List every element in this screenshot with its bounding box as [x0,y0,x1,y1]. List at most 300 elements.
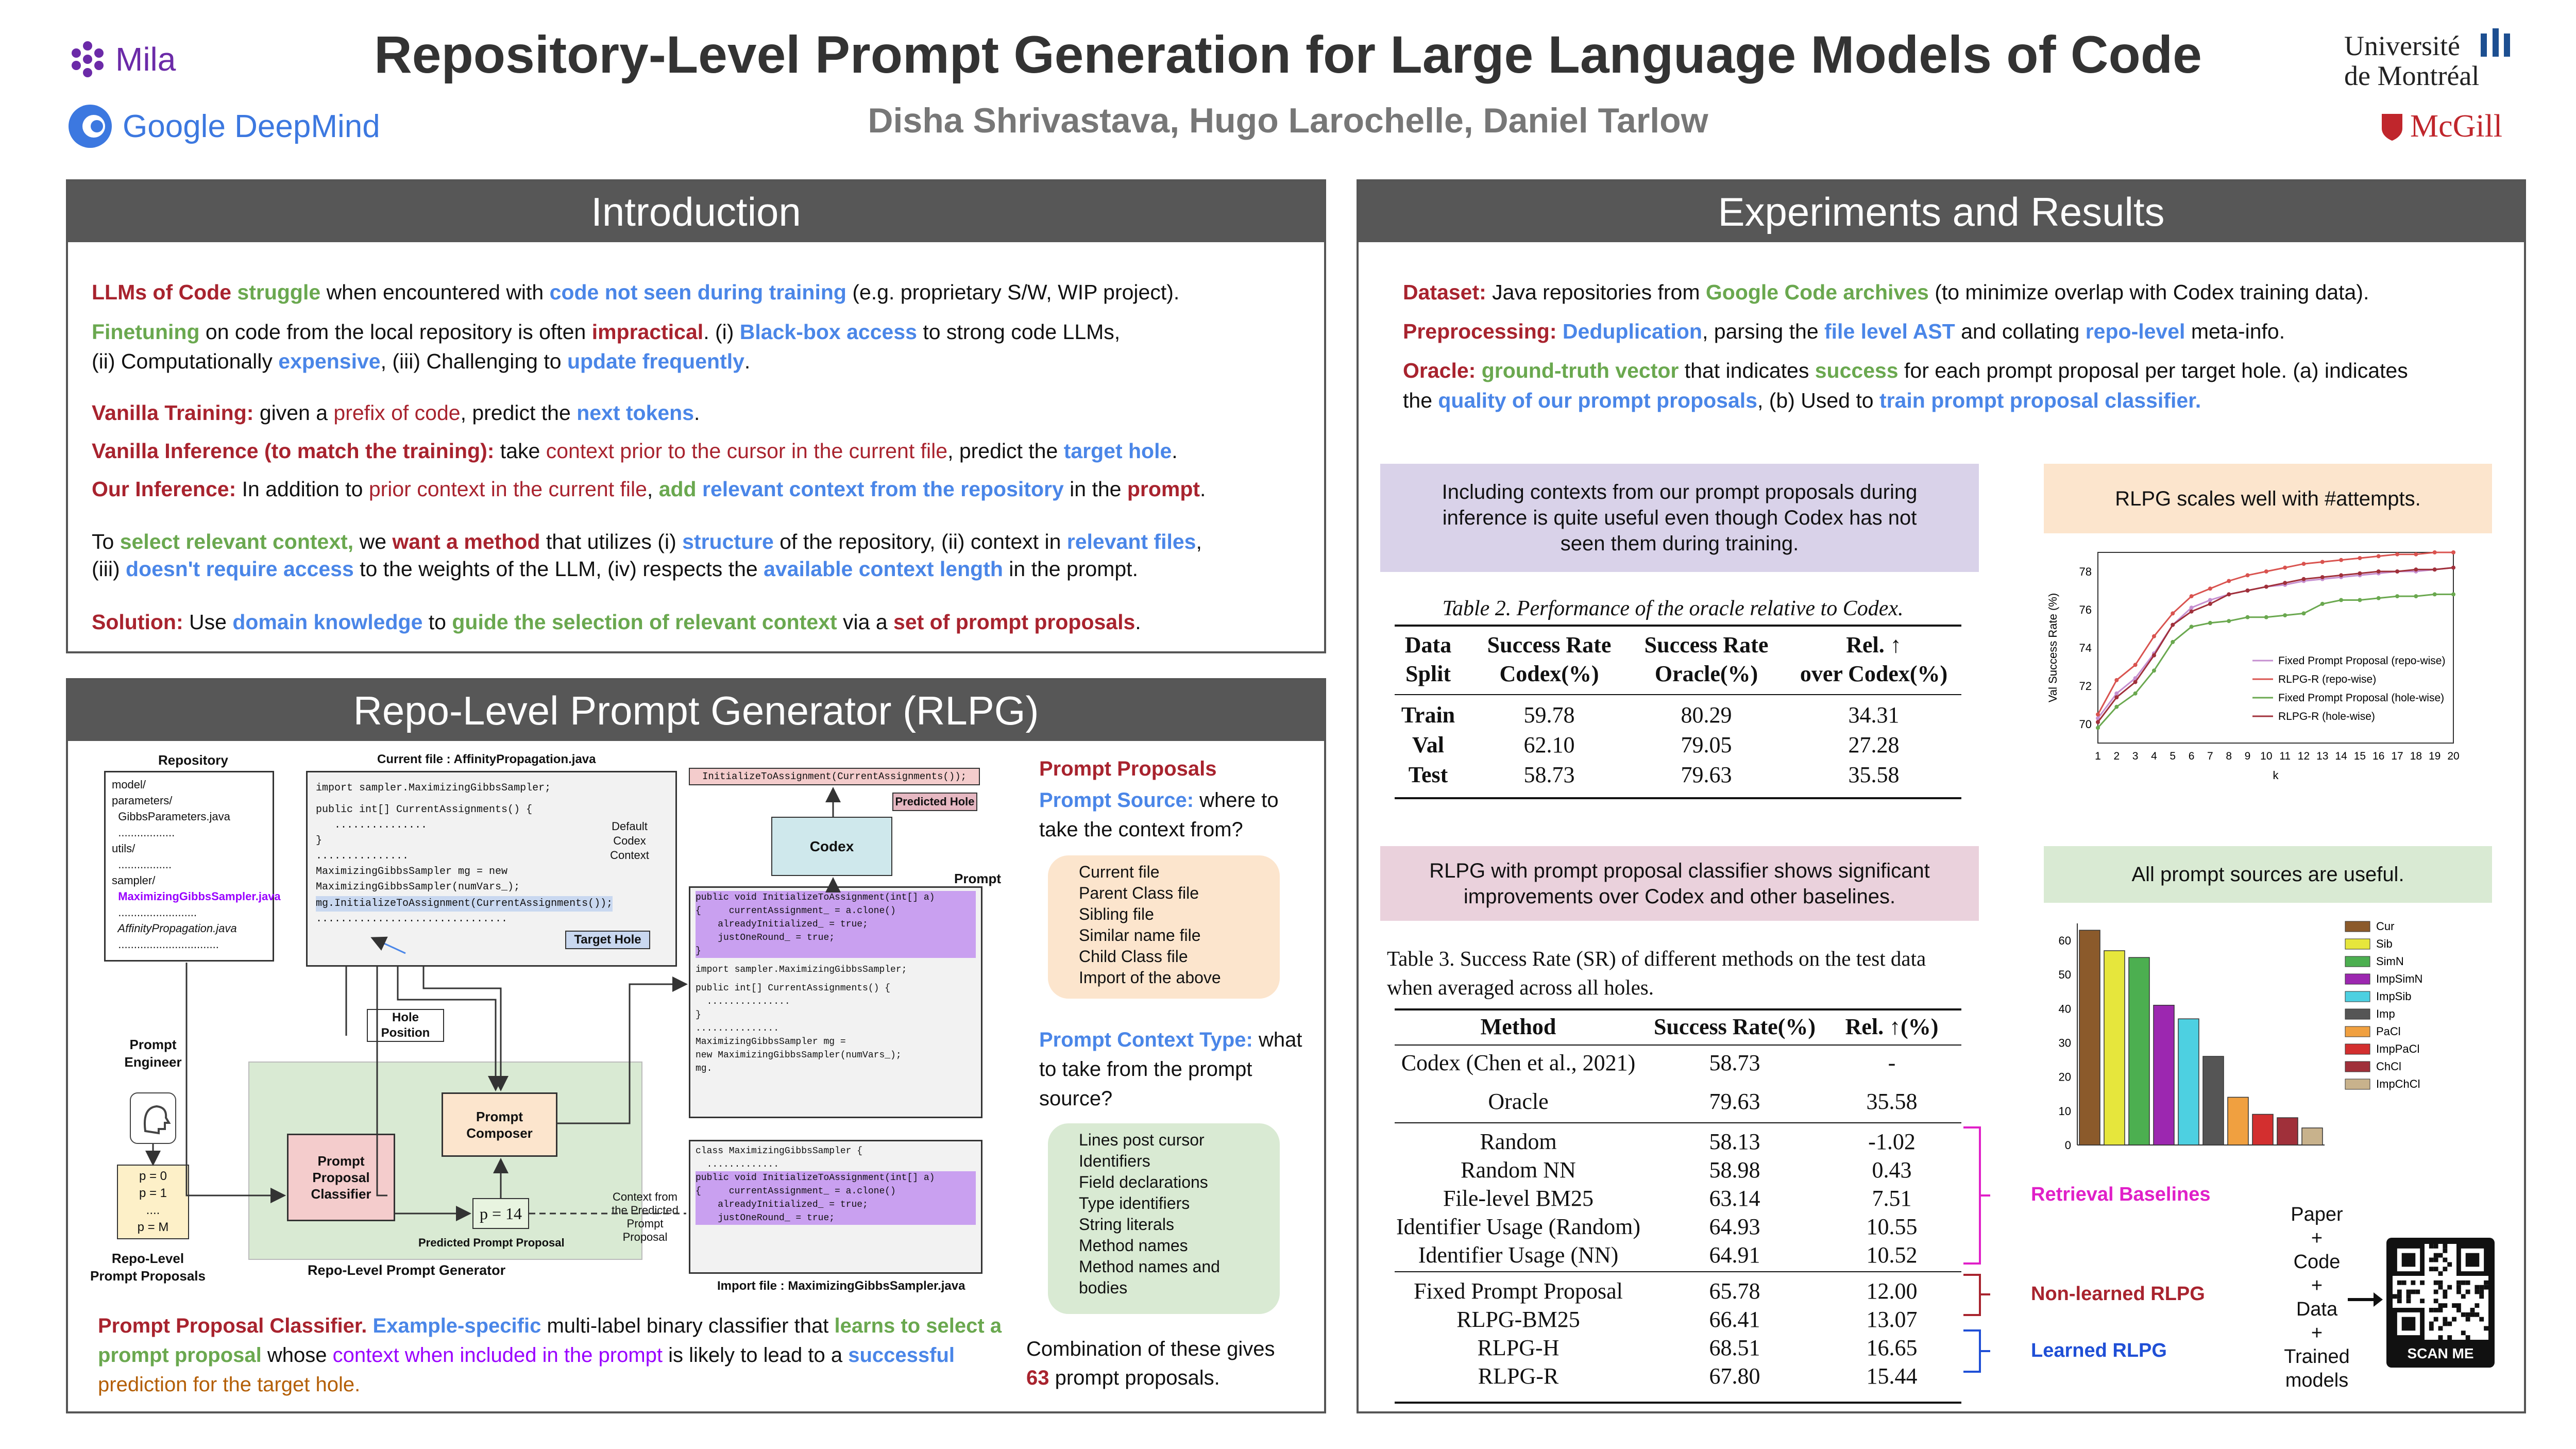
series-point [2283,613,2287,617]
series-point [2227,619,2231,623]
bar-legend-label: ImpSib [2376,990,2412,1003]
series-point [2208,602,2212,606]
p-value: p = M [137,1220,169,1234]
bar-y-tick: 10 [2058,1104,2071,1118]
predicted-pp-label: Predicted Prompt Proposal [418,1236,565,1249]
legend-label: RLPG-R (hole-wise) [2278,711,2375,722]
bar-legend-label: Cur [2376,920,2395,933]
series-point [2171,623,2175,627]
current-file-line: ............... [316,819,428,831]
table3-cell: Fixed Prompt Proposal [1414,1278,1623,1304]
scan-me-label: SCAN ME [2407,1345,2474,1361]
poster-authors: Disha Shrivastava, Hugo Larochelle, Daniel Tarlow [868,101,1708,140]
udem-line-1: Université [2344,30,2460,61]
series-point [2133,680,2138,684]
table3-cell: RLPG-H [1477,1335,1560,1360]
table2-cell: 62.10 [1523,732,1575,757]
x-tick-label: 6 [2188,750,2195,762]
table2-cell: Train [1401,702,1455,728]
series-point [2358,571,2362,576]
legend-label: RLPG-R (repo-wise) [2278,673,2377,685]
series-point [2152,653,2156,658]
x-tick-label: 12 [2297,750,2310,762]
y-tick-label: 76 [2079,603,2092,616]
y-axis-label: Val Success Rate (%) [2046,593,2059,703]
intro-panel [66,179,1326,653]
table3-rule-bottom [1395,1402,1961,1404]
intro-p4: Vanilla Inference (to match the training): take context prior to the cursor in the current file, predict the target hole. [92,439,1178,463]
p-value: p = 0 [139,1169,167,1183]
x-tick-label: 17 [2391,750,2403,762]
finding-box-2: RLPG with prompt proposal classifier shows significant improvements over Codex and other baselines. [1380,846,1979,921]
intro-p2b: (ii) Computationally expensive, (iii) Challenging to update frequently. [92,349,751,373]
series-point [2358,556,2362,560]
x-axis-label: k [2273,769,2279,782]
prompt-line: import sampler.MaximizingGibbsSampler; [696,965,907,975]
series-point [2451,550,2455,554]
prompt-line: public int[] CurrentAssignments() { [696,983,891,993]
source-item: Import of the above [1079,968,1221,987]
bar-ImpChCl [2302,1128,2323,1145]
series-point [2246,573,2250,577]
series-point [2339,598,2343,602]
context-type-item: Field declarations [1079,1173,1208,1191]
table3-cell: 16.65 [1866,1335,1918,1360]
import-line: justOneRound_ = true; [696,1211,976,1225]
x-tick-label: 15 [2353,750,2366,762]
series-point [2096,720,2100,724]
series-point [2433,592,2437,596]
table3-rule-a [1395,1122,1961,1123]
prompt-line: justOneRound_ = true; [696,931,976,945]
context-type-item: Method names [1079,1236,1188,1255]
series-point [2114,705,2119,709]
series-point [2395,594,2399,598]
bar-legend-label: ChCl [2376,1060,2401,1073]
poster-title: Repository-Level Prompt Generation for Large Language Models of Code [374,25,2202,84]
prompt-label: Prompt [954,871,1001,886]
source-item: Parent Class file [1079,884,1199,902]
bar-legend-swatch [2345,1009,2370,1019]
prompt-line: ............... [696,997,790,1007]
table2-cell: 34.31 [1848,702,1900,728]
x-tick-label: 8 [2226,750,2232,762]
proposals-title: Prompt Proposals [1039,757,1217,780]
prompt-line: { currentAssignment_ = a.clone() [696,904,976,918]
bar-legend-label: ImpSimN [2376,972,2423,985]
mcgill-logo [2380,108,2502,145]
repo-file: ......................... [112,906,197,919]
codex-box: Codex [771,817,892,876]
table2-rule-top [1395,625,1961,627]
finding-box-1: Including contexts from our prompt proposals during inference is quite useful even though Codex has not seen them during training. [1380,464,1979,572]
series-point [2114,678,2119,682]
x-tick-label: 14 [2335,750,2347,762]
table3-cell: 64.91 [1709,1242,1760,1268]
intro-p1: LLMs of Code struggle when encountered with code not seen during training (e.g. proprietary S/W, WIP project). [92,280,1180,304]
table3-cell: Random [1480,1129,1557,1154]
bar-y-tick: 30 [2058,1036,2071,1050]
qr-code[interactable] [2386,1238,2495,1368]
series-point [2227,579,2231,583]
classifier-text: Prompt Proposal Classifier. Example-specific multi-label binary classifier that learns to select a prompt proposal whose context when included in the prompt is likely to lead to a successful prediction for the target hole. [98,1315,1002,1396]
legend-label: Fixed Prompt Proposal (repo-wise) [2278,655,2446,667]
bar-y-tick: 60 [2058,934,2071,948]
bar-legend-swatch [2345,974,2370,984]
series-point [2320,560,2325,564]
x-tick-label: 3 [2132,750,2139,762]
bar-legend-label: ImpChCl [2376,1077,2420,1090]
sources-box [1048,855,1280,999]
table2-head-1: Success Rate Codex(%) [1487,632,1612,686]
series-point [2433,550,2437,554]
table3-cell: 63.14 [1709,1186,1760,1211]
table3-cell: 58.98 [1709,1157,1760,1183]
x-tick-label: 16 [2372,750,2385,762]
table3-cell: 15.44 [1866,1363,1918,1389]
repo-file: MaximizingGibbsSampler.java [112,890,281,903]
p-value: p = 1 [139,1186,167,1200]
intro-p6: To select relevant context, we want a method that utilizes (i) structure of the repository, (ii) context in relevant files, [92,530,1202,553]
series-point [2227,592,2231,596]
bar-y-tick: 40 [2058,1002,2071,1016]
bar-Cur [2079,930,2100,1145]
combination-text: Combination of these gives 63 prompt proposals. [1026,1338,1275,1389]
table3-cell: 12.00 [1866,1278,1918,1304]
target-hole-label: Target Hole [565,931,650,949]
table3-cell: 35.58 [1866,1089,1918,1114]
intro-p5: Our Inference: In addition to prior context in the current file, add relevant context from the repository in the prompt. [92,477,1206,501]
x-tick-label: 11 [2279,750,2291,762]
series-point [2339,558,2343,562]
udem-icon [2478,28,2514,59]
exp-title: Experiments and Results [1359,181,2524,242]
series-point [2096,726,2100,730]
series-point [2320,575,2325,579]
series-point [2301,577,2306,581]
mcgill-crest-icon [2380,112,2404,141]
import-line: class MaximizingGibbsSampler { [696,1146,863,1156]
context-type-item: bodies [1079,1278,1128,1297]
bar-legend-swatch [2345,1079,2370,1089]
series-line [2098,552,2453,715]
series-point [2114,695,2119,699]
x-tick-label: 7 [2207,750,2213,762]
prompt-line: alreadyInitialized_ = true; [696,918,976,931]
table3-cell: 58.73 [1709,1050,1760,1075]
table2-head-0: Data Split [1404,632,1452,686]
ppc-box: Prompt Proposal Classifier [287,1134,395,1221]
table3-cell: Random NN [1461,1157,1576,1183]
series-point [2208,598,2212,602]
intro-p3: Vanilla Training: given a prefix of code, predict the next tokens. [92,401,700,425]
repo-file: model/ [112,778,146,791]
table2-cell: 35.58 [1848,762,1900,787]
diagram-arrows [68,680,1047,1324]
bar-legend-swatch [2345,1026,2370,1037]
series-point [2339,573,2343,577]
context-type-item: Type identifiers [1079,1194,1190,1212]
deepmind-text: Google DeepMind [123,108,380,144]
table3-cell: 0.43 [1872,1157,1912,1183]
bar-legend-swatch [2345,939,2370,949]
mila-text: Mila [115,41,176,78]
import-line: alreadyInitialized_ = true; [696,1198,976,1211]
bar-legend-label: Imp [2376,1007,2395,1020]
table3-cell: Oracle [1488,1089,1549,1114]
prompt-line: new MaximizingGibbsSampler(numVars_); [696,1050,902,1060]
import-line: public void InitializeToAssignment(int[] a) [696,1171,976,1185]
table3-cell: Codex (Chen et al., 2021) [1401,1050,1636,1075]
table2-cell: 80.29 [1681,702,1732,728]
exp-panel [1357,179,2526,1413]
intro-p6b: (iii) doesn't require access to the weights of the LLM, (iv) respects the available context length in the prompt. [92,557,1138,581]
source-item: Similar name file [1079,926,1201,945]
p14-box: p = 14 [472,1198,529,1229]
context-type-item: Lines post cursor [1079,1131,1205,1149]
series-point [2264,615,2268,619]
series-point [2246,615,2250,619]
context-from-label: Context from the Predicted Prompt Proposal [612,1190,679,1243]
table3-cell: File-level BM25 [1443,1186,1594,1211]
repo-file: GibbsParameters.java [112,810,230,823]
table2-cell: 27.28 [1848,732,1900,757]
table3-caption: Table 3. Success Rate (SR) of different methods on the test data when averaged across all holes. [1387,947,1926,999]
mcgill-text: McGill [2410,109,2503,144]
current-file-line: mg.InitializeToAssignment(CurrentAssignments()); [316,896,613,912]
prompt-line: public void InitializeToAssignment(int[] a) [696,891,976,904]
table3-head-1: Success Rate(%) [1653,1014,1816,1039]
series-point [2301,562,2306,566]
table2-cell: 59.78 [1523,702,1575,728]
table3-cell: 65.78 [1709,1278,1760,1304]
p-value: .... [146,1203,160,1217]
current-file-line: } [316,835,323,847]
table2-cell: 79.05 [1681,732,1732,757]
table3-cell: 10.52 [1866,1242,1918,1268]
current-file-line: MaximizingGibbsSampler mg = new [316,866,508,878]
series-point [2377,554,2381,558]
series-point [2152,634,2156,638]
table3-cell: 66.41 [1709,1307,1760,1332]
series-point [2190,625,2194,629]
series-point [2133,692,2138,696]
generator-label: Repo-Level Prompt Generator [308,1262,506,1278]
series-point [2190,605,2194,610]
exp-preprocessing: Preprocessing: Deduplication, parsing the file level AST and collating repo-level meta-info. [1403,319,2285,343]
current-file-line: MaximizingGibbsSampler(numVars_); [316,881,520,893]
y-tick-label: 78 [2079,565,2092,578]
line-chart-frame [2098,552,2453,743]
y-tick-label: 70 [2079,718,2092,731]
series-point [2433,567,2437,571]
table2-caption: Table 2. Performance of the oracle relative to Codex. [1442,597,1904,620]
table3-cell: 58.13 [1709,1129,1760,1154]
bar-legend-swatch [2345,1062,2370,1072]
table3-cell: - [1888,1050,1896,1075]
repo-file: AffinityPropagation.java [112,922,237,935]
series-point [2451,566,2455,570]
series-point [2114,692,2119,696]
bar-legend-label: PaCl [2376,1025,2401,1038]
table3-cell: 79.63 [1709,1089,1760,1114]
table3-rule-top [1395,1008,1961,1010]
series-point [2208,586,2212,591]
series-point [2096,713,2100,717]
series-point [2414,552,2418,557]
group-label-retrieval: Retrieval Baselines [2031,1184,2211,1205]
repo-file: ................................ [112,938,219,951]
table3-cell: 64.93 [1709,1214,1760,1239]
x-tick-label: 2 [2113,750,2120,762]
source-item: Sibling file [1079,905,1154,923]
x-tick-label: 1 [2095,750,2101,762]
context-type-item: Method names and [1079,1257,1220,1276]
bar-legend-label: Sib [2376,937,2393,950]
x-tick-label: 20 [2447,750,2460,762]
predicted-hole-code: InitializeToAssignment(CurrentAssignments()); [689,768,980,785]
repo-file: .................. [112,826,175,839]
exp-oracle-b: the quality of our prompt proposals, (b) Used to train prompt proposal classifier. [1403,389,2201,412]
y-tick-label: 72 [2079,680,2092,693]
bar-legend-swatch [2345,991,2370,1002]
group-brackets [1961,1124,1992,1403]
table3-cell: Identifier Usage (Random) [1396,1214,1641,1239]
table2-cell: 79.63 [1681,762,1732,787]
source-item: Child Class file [1079,947,1188,966]
current-file-line: public int[] CurrentAssignments() { [316,804,533,816]
series-point [2171,640,2175,644]
repo-file: ................. [112,858,172,871]
x-tick-label: 5 [2170,750,2176,762]
x-tick-label: 4 [2151,750,2157,762]
bar-y-tick: 20 [2058,1070,2071,1084]
rlpg-panel [66,678,1326,1413]
udem-line-2: de Montréal [2344,60,2480,91]
prompt-line: ............... [696,1023,779,1034]
table3-rule-head [1395,1044,1961,1046]
group-label-nonlearned: Non-learned RLPG [2031,1283,2205,1305]
series-point [2395,569,2399,574]
x-tick-label: 19 [2429,750,2441,762]
bar-legend-label: SimN [2376,955,2404,968]
series-point [2395,552,2399,557]
table3-cell: 13.07 [1866,1307,1918,1332]
prompt-line: MaximizingGibbsSampler mg = [696,1037,846,1047]
series-point [2358,598,2362,602]
table3-cell: Identifier Usage (NN) [1418,1242,1619,1268]
series-point [2377,596,2381,600]
series-point [2377,569,2381,574]
context-types-box [1048,1123,1280,1314]
import-file-label: Import file : MaximizingGibbsSampler.java [717,1279,965,1293]
series-point [2414,567,2418,571]
arrow-to-qr-icon [2348,1289,2384,1310]
repo-level-pp-label: Repo-Level Prompt Proposals [90,1251,206,1284]
source-item: Current file [1079,863,1160,881]
prompt-engineer-label: Prompt Engineer [124,1037,182,1070]
bar-ChCl [2277,1118,2298,1145]
intro-p7: Solution: Use domain knowledge to guide the selection of relevant context via a set of prompt proposals. [92,610,1141,634]
source-question: Prompt Source: where to take the context from? [1039,789,1279,841]
x-tick-label: 18 [2410,750,2422,762]
series-point [2414,594,2418,598]
bar-PaCl [2228,1097,2248,1145]
repo-file: utils/ [112,842,135,855]
series-point [2301,611,2306,615]
series-point [2264,585,2268,589]
series-point [2171,611,2175,615]
series-point [2283,566,2287,570]
bar-Imp [2203,1056,2224,1145]
table3-cell: RLPG-R [1478,1363,1559,1389]
x-tick-label: 9 [2244,750,2251,762]
context-type-item: String literals [1079,1215,1174,1234]
finding-box-4: All prompt sources are useful. [2044,846,2492,903]
exp-oracle: Oracle: ground-truth vector that indicates success for each prompt proposal per target hole. (a) indicates [1403,359,2408,382]
table2-head-3: Rel. ↑ over Codex(%) [1800,632,1948,686]
import-line: { currentAssignment_ = a.clone() [696,1185,976,1198]
series-point [2246,588,2250,593]
table3-cell: 67.80 [1709,1363,1760,1389]
current-file-line: import sampler.MaximizingGibbsSampler; [316,782,551,794]
series-point [2451,592,2455,596]
table3-head-0: Method [1480,1014,1556,1039]
finding-box-3: RLPG scales well with #attempts. [2044,464,2492,533]
bar-legend-label: ImpPaCl [2376,1042,2420,1055]
x-tick-label: 10 [2260,750,2273,762]
rlpg-title: Repo-Level Prompt Generator (RLPG) [68,680,1324,741]
paper-label: Paper + Code + Data + Trained models [2284,1204,2350,1391]
table2-head-2: Success Rate Oracle(%) [1644,632,1769,686]
repo-file: sampler/ [112,874,156,887]
intro-p2: Finetuning on code from the local repository is often impractical. (i) Black-box access to strong code LLMs, [92,320,1121,344]
default-context-label: Default Codex Context [610,820,649,862]
bar-legend-swatch [2345,921,2370,932]
bar-ImpPaCl [2252,1114,2273,1145]
bar-legend-swatch [2345,1044,2370,1054]
table2-cell: Test [1408,762,1448,787]
table3-cell: 68.51 [1709,1335,1760,1360]
prompt-line: } [696,945,976,958]
line-chart [2036,542,2495,831]
qr-pattern-icon [2393,1244,2488,1340]
table2-rule-mid [1395,694,1961,695]
series-point [2283,581,2287,585]
bar-ImpSimN [2154,1005,2174,1145]
series-point [2264,569,2268,574]
prompt-line: mg. [696,1064,713,1074]
bar-Sib [2104,951,2125,1145]
bar-SimN [2129,957,2149,1145]
hole-position-label: Hole Position [367,1009,444,1042]
table3-cell: 10.55 [1866,1214,1918,1239]
current-file-label: Current file : AffinityPropagation.java [377,752,596,766]
bar-chart [2036,913,2495,1171]
table2-rule-bottom [1395,797,1961,799]
composer-box: Prompt Composer [442,1092,557,1157]
series-point [2152,668,2156,672]
bar-y-tick: 50 [2058,968,2071,982]
bar-legend-swatch [2345,956,2370,967]
context-type-item: Identifiers [1079,1152,1150,1170]
repo-file: parameters/ [112,794,173,807]
y-tick-label: 74 [2079,642,2092,654]
udem-logo [2344,31,2479,91]
bar-ImpSib [2178,1019,2199,1145]
bar-y-tick: 0 [2064,1139,2071,1152]
prompt-line: } [696,1010,701,1020]
